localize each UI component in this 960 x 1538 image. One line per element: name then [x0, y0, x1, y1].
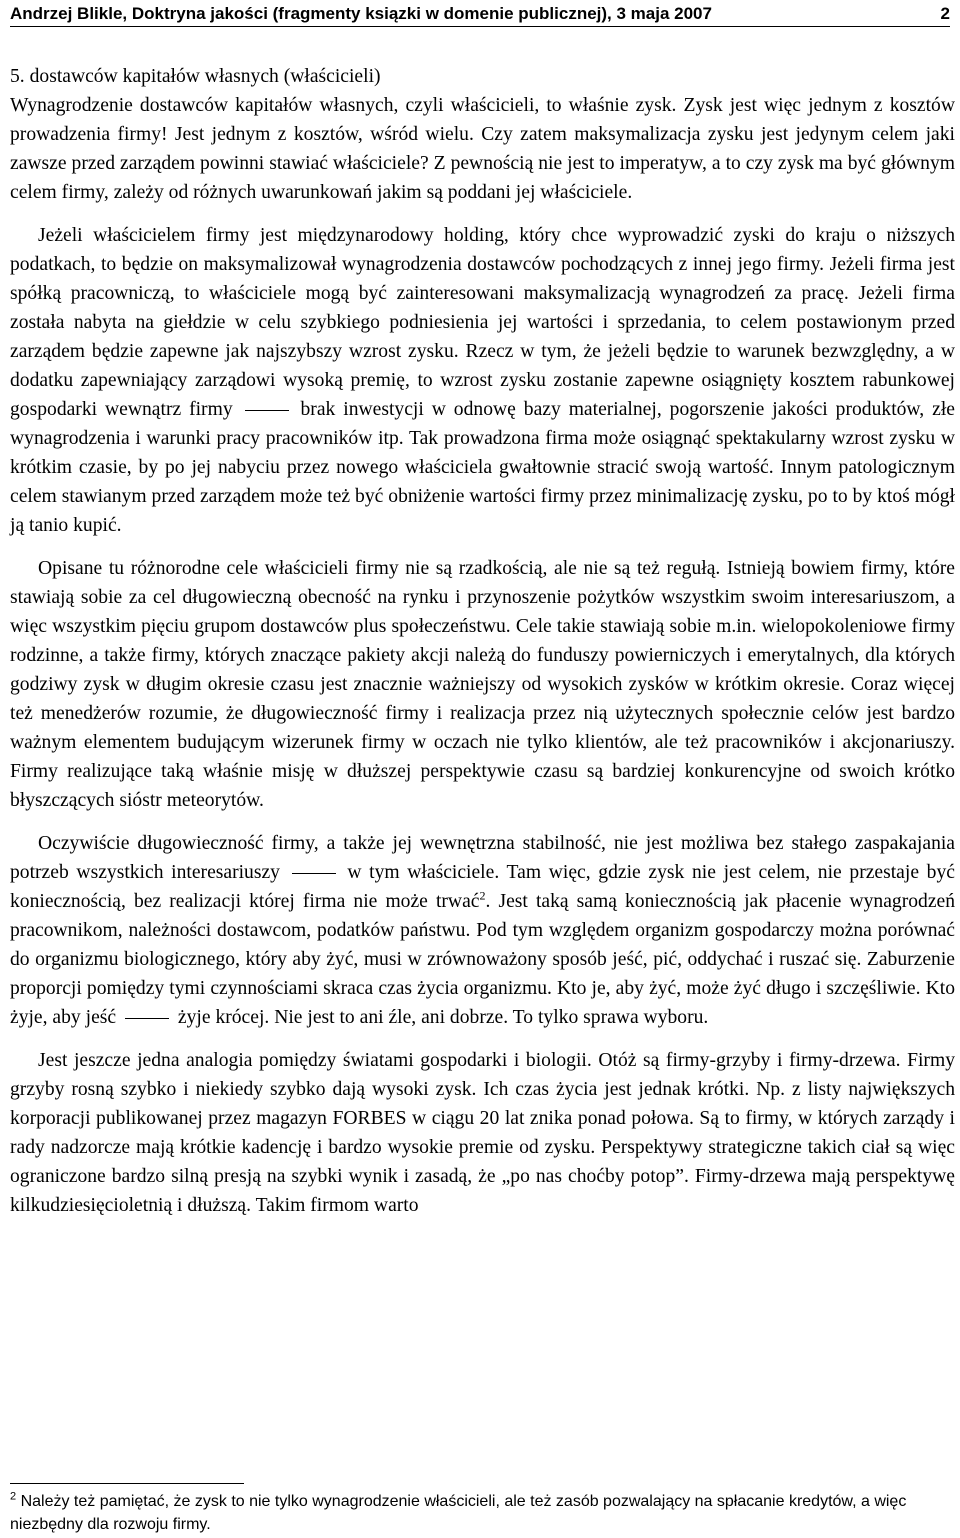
page-number: 2 — [940, 4, 950, 23]
paragraph-1-part-a: Jeżeli właścicielem firmy jest międzynarodowy holding, który chce wyprowadzić zyski do kraju o niższych podatkach, to będzie on maksymalizował wynagrodzenia dostawców pochodzących z innej jego firmy. Jeżeli firma jest spółką pracowniczą, to właściciele mogą być zainteresowani maksymalizacją wynagrodzeń za pracę. Jeżeli firma została nabyta na giełdzie w celu szybkiego podniesienia jej wartości i sprzedania, to celem postawionym przed zarządem będzie zapewne jak najszybszy wzrost zysku. Rzecz w tym, że jeżeli będzie to warunek bezwzględny, a w dodatku zapewniający zarządowi wysoką premię, to wzrost zysku zostanie zapewne osiągnięty kosztem rabunkowej gospodarki wewnątrz firmy — [10, 225, 955, 420]
section-intro: Wynagrodzenie dostawców kapitałów własnych, czyli właścicieli, to właśnie zysk. Zysk jest więc jednym z kosztów prowadzenia firmy! Jest jednym z kosztów, wśród wielu. Czy zatem maksymalizacja zysku jest jedynym celem jaki zawsze przed zarządem powinni stawiać właściciele? Z pewnością nie jest to imperatyw, a to czy zysk ma być głównym celem firmy, zależy od różnych uwarunkowań jakim są poddani jej właściciele. — [10, 95, 955, 203]
footnote-reference: 2 — [479, 888, 486, 903]
paragraph-3-part-d: żyje krócej. Nie jest to ani źle, ani dobrze. To tylko sprawa wyboru. — [177, 1007, 709, 1028]
em-dash — [245, 410, 289, 411]
paragraph-3-part-b: w tym właściciele. Tam więc, gdzie zysk nie jest celem, nie przestaje być koniecznością, bez realizacji której firma nie może trwać — [10, 862, 955, 912]
page-header — [10, 2, 950, 27]
document-body — [10, 62, 955, 1234]
paragraph-3 — [10, 829, 955, 1032]
footnote-divider — [10, 1483, 244, 1484]
footnote-text: Należy też pamiętać, że zysk to nie tylko wynagrodzenie właścicieli, ale też zasób pozwalający na spłacanie kredytów, a więc niezbędny dla rozwoju firmy. — [10, 1493, 907, 1533]
paragraph-1 — [10, 221, 955, 540]
paragraph-4: Jest jeszcze jedna analogia pomiędzy światami gospodarki i biologii. Otóż są firmy-grzyby i firmy-drzewa. Firmy grzyby rosną szybko i niekiedy szybko dają wysoki zysk. Ich czas życia jest jednak krótki. Np. z listy największych korporacji publikowanej przez magazyn FORBES w ciągu 20 lat znika ponad połowa. Są to firmy, w których zarządy i rady nadzorcze mają krótkie kadencję i bardzo wysokie premie od zysku. Perspektywy strategiczne takich ciał są więc ograniczone bardzo silną presją na szybki wynik i zasadą, że „po nas choćby potop”. Firmy-drzewa mają perspektywę kilkudziesięcioletnią i dłuższą. Takim firmom warto — [10, 1050, 955, 1216]
footnote — [10, 1490, 955, 1536]
section-heading: 5. dostawców kapitałów własnych (właścicieli) — [10, 66, 381, 87]
footnote-marker: 2 — [10, 1490, 17, 1503]
paragraph-3-part-c: . Jest taką samą koniecznością jak płacenie wynagrodzeń pracownikom, należności dostawcom, podatków państwu. Pod tym względem organizm gospodarczy można porównać do organizmu biologicznego, który aby żyć, musi w zrównoważony sposób jeść, pić, oddychać i ruszać się. Zaburzenie proporcji pomiędzy tymi czynnościami skraca czas życia organizmu. Kto je, aby żyć, może żyć długo i szczęśliwie. Kto żyje, aby jeść — [10, 891, 956, 1028]
header-title: Andrzej Blikle, Doktryna jakości (fragmenty ksiązki w domenie publicznej), 3 maja 2007 — [10, 4, 712, 23]
paragraph-1-part-b: brak inwestycji w odnowę bazy materialnej, pogorszenie jakości produktów, złe wynagrodzenia i warunki pracy pracowników itp. Tak prowadzona firma może osiągnąć spektakularny wzrost zysku w krótkim czasie, by po jej nabyciu przez nowego właściciela gwałtownie stracić swoją wartość. Innym patologicznym celem stawianym przed zarządem może też być obniżenie wartości firmy przez minimalizację zysku, po to by ktoś mógł ją tanio kupić. — [10, 399, 955, 536]
em-dash — [292, 873, 336, 874]
paragraph-2: Opisane tu różnorodne cele właścicieli firmy nie są rzadkością, ale nie są też regułą. Istnieją bowiem firmy, które stawiają sobie za cel długowieczną obecność na rynku i przynoszenie pożytków wszystkim swoim interesariuszom, a więc wszystkim pięciu grupom dostawców plus społeczeństwu. Cele takie stawiają sobie m.in. wielopokoleniowe firmy rodzinne, a także firmy, których znaczące pakiety akcji należą do funduszy powierniczych i emerytalnych, dla których godziwy zysk w długim okresie czasu jest znacznie ważniejszy od wysokich zysków w krótkim okresie. Coraz więcej też menedżerów rozumie, że długowieczność firmy i realizacja przez nią użytecznych społecznie celów jest bardzo ważnym elementem budującym wizerunek firmy w oczach nie tylko klientów, ale też pracowników i akcjonariuszy. Firmy realizujące taką właśnie misję w dłuższej perspektywie czasu są bardziej konkurencyjne od swoich krótko błyszczących sióstr meteorytów. — [10, 558, 955, 811]
em-dash — [125, 1018, 169, 1019]
paragraph-3-part-a: Oczywiście długowieczność firmy, a także jej wewnętrzna stabilność, nie jest możliwa bez stałego zaspakajania potrzeb wszystkich interesariuszy — [10, 833, 955, 883]
